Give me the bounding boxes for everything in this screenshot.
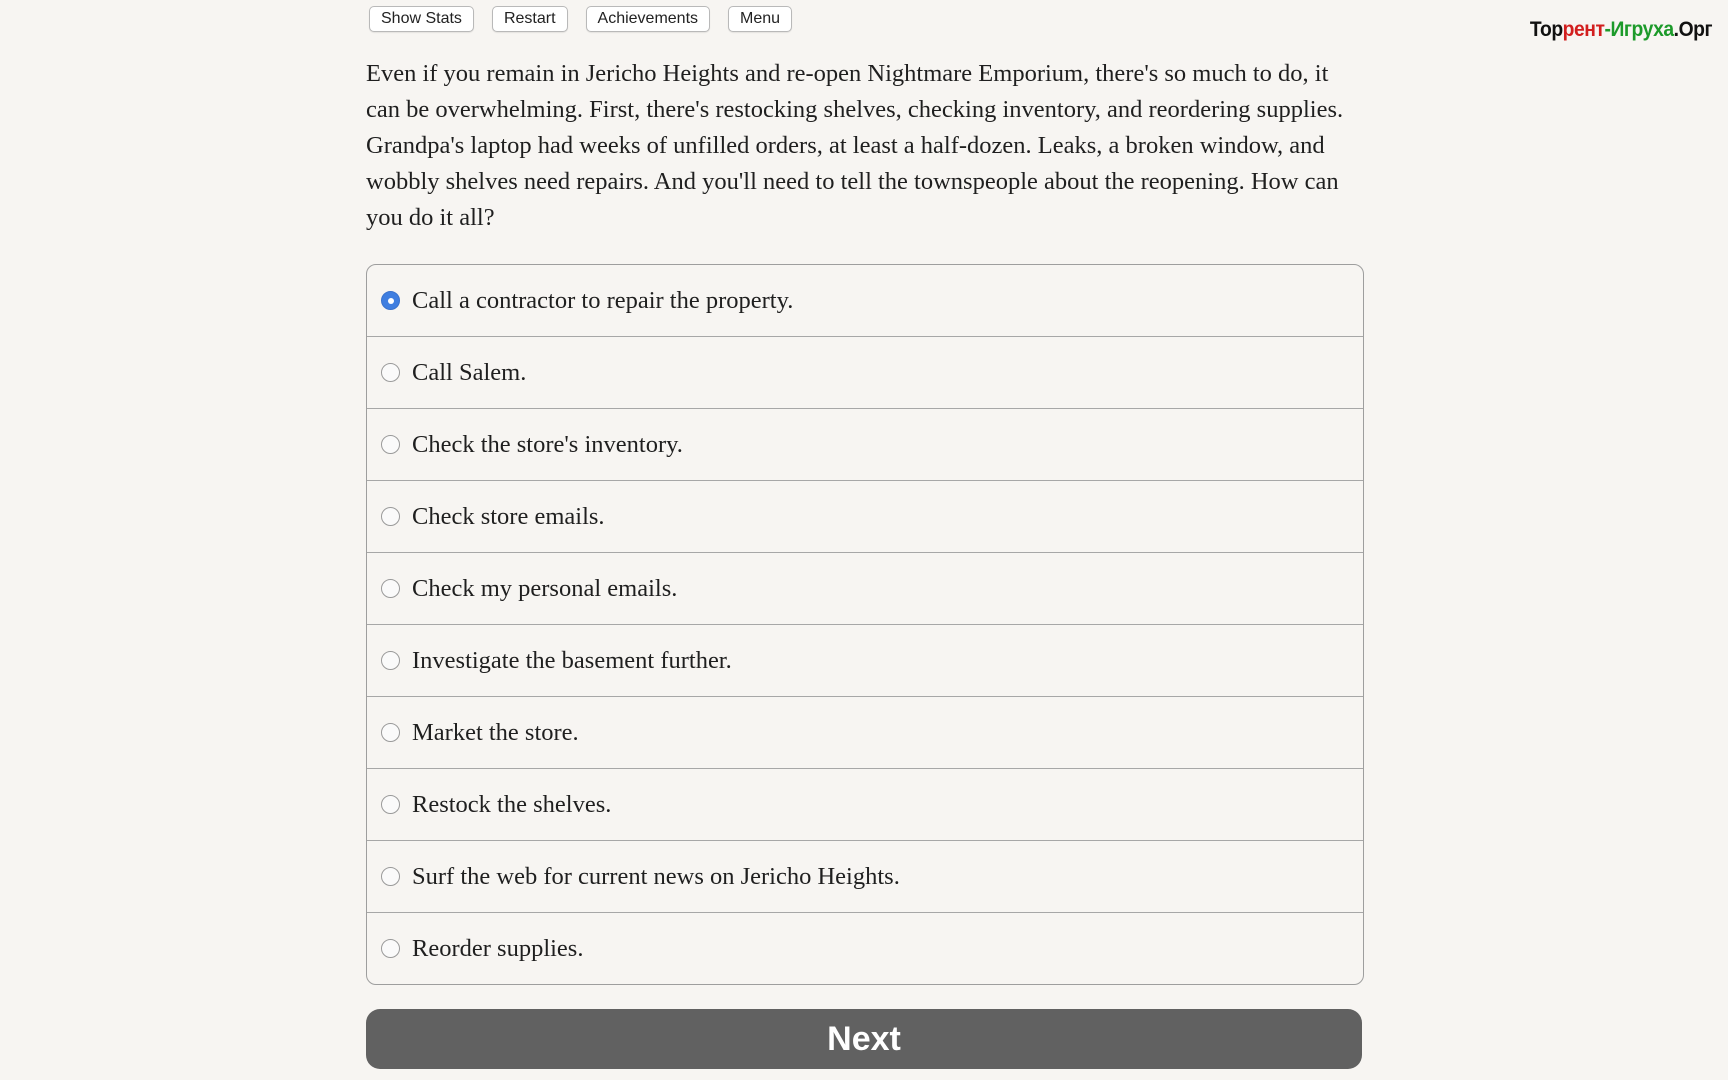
choice-option[interactable]: [367, 697, 1363, 769]
radio-button[interactable]: [381, 795, 400, 814]
menu-button[interactable]: Menu: [728, 6, 792, 32]
choice-label: Check store emails.: [412, 502, 605, 530]
choice-option[interactable]: [367, 841, 1363, 913]
radio-button[interactable]: [381, 867, 400, 886]
choice-option[interactable]: [367, 481, 1363, 553]
watermark-part-1: Тор: [1529, 18, 1563, 41]
achievements-button[interactable]: Achievements: [586, 6, 711, 32]
radio-button[interactable]: [381, 579, 400, 598]
top-toolbar: [369, 6, 792, 32]
choice-label: Check the store's inventory.: [412, 430, 683, 458]
choice-label: Call Salem.: [412, 358, 527, 386]
choice-option[interactable]: [367, 769, 1363, 841]
show-stats-button[interactable]: Show Stats: [369, 6, 474, 32]
choice-option[interactable]: [367, 409, 1363, 481]
story-text: Even if you remain in Jericho Heights and re-open Nightmare Emporium, there's so much to do, it can be overwhelming. First, there's restocking shelves, checking inventory, and reordering supplies. Grandpa's laptop had weeks of unfilled orders, at least a half-dozen. Leaks, a broken window, and wobbly shelves need repairs. And you'll need to tell the townspeople about the reopening. How can you do it all?: [366, 60, 1344, 231]
radio-button[interactable]: [381, 723, 400, 742]
watermark-part-3: -Игруха: [1604, 18, 1674, 41]
watermark-part-2: рент: [1562, 18, 1605, 41]
choice-label: Reorder supplies.: [412, 934, 584, 962]
radio-dot-icon: [388, 298, 394, 304]
radio-button[interactable]: [381, 939, 400, 958]
next-button[interactable]: Next: [366, 1009, 1362, 1069]
choice-list: [366, 264, 1364, 985]
choice-label: Check my personal emails.: [412, 574, 678, 602]
choice-option[interactable]: [367, 913, 1363, 984]
choice-option[interactable]: [367, 337, 1363, 409]
choice-option[interactable]: [367, 553, 1363, 625]
choice-label: Investigate the basement further.: [412, 646, 732, 674]
radio-button[interactable]: [381, 651, 400, 670]
radio-button[interactable]: [381, 363, 400, 382]
radio-button[interactable]: [381, 435, 400, 454]
choice-option[interactable]: [367, 265, 1363, 337]
choice-label: Market the store.: [412, 718, 579, 746]
choice-label: Surf the web for current news on Jericho Heights.: [412, 862, 900, 890]
watermark-part-4: .Орг: [1673, 18, 1712, 41]
radio-button[interactable]: [381, 291, 400, 310]
watermark-logo: [1530, 18, 1712, 42]
choice-option[interactable]: [367, 625, 1363, 697]
radio-button[interactable]: [381, 507, 400, 526]
choice-label: Call a contractor to repair the property.: [412, 286, 794, 314]
restart-button[interactable]: Restart: [492, 6, 568, 32]
choice-label: Restock the shelves.: [412, 790, 612, 818]
